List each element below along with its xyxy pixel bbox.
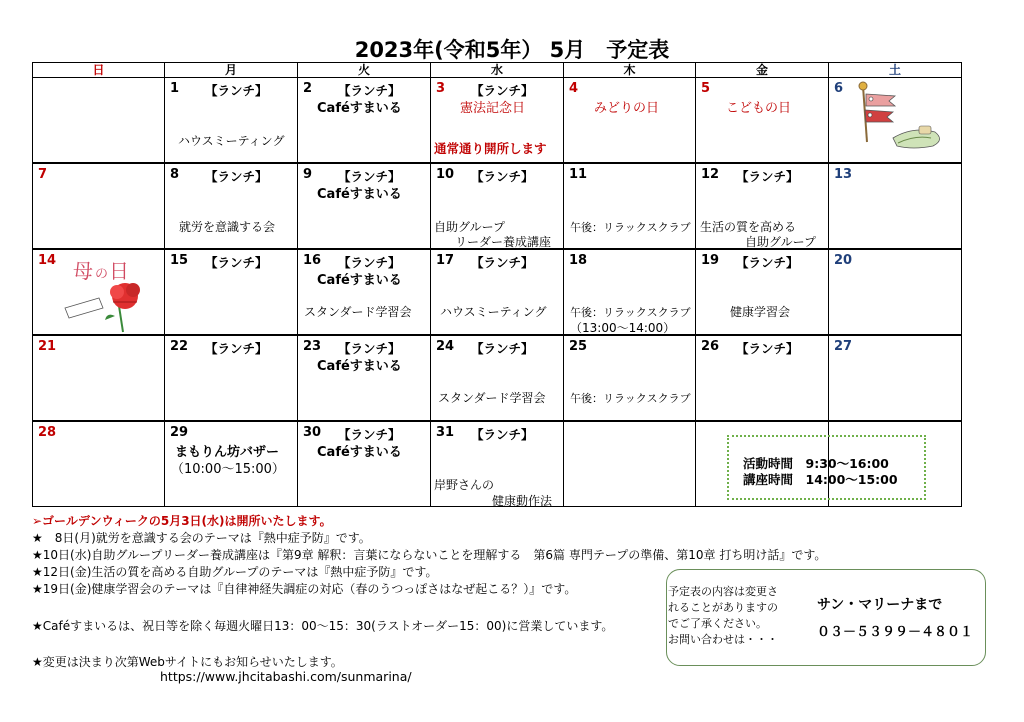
contact-text: 予定表の内容は変更さ: [668, 585, 778, 598]
contact-name: サン・マリーナまで: [817, 597, 943, 613]
event-text: 午後：リラックスクラブ: [570, 306, 691, 319]
contact-text: お問い合わせは・・・: [668, 633, 778, 646]
day-number: 30: [303, 425, 322, 440]
koinobori-icon: [853, 80, 953, 158]
day-cell: [564, 163, 696, 249]
event-text: 就労を意識する会: [179, 220, 276, 234]
event-text: 健康学習会: [730, 305, 791, 319]
day-cell: [165, 78, 298, 164]
contact-phone: ０３－５３９９－４８０１: [817, 625, 974, 640]
mothers-day-carnation-icon: [57, 254, 157, 334]
note-item: ★12日(金)生活の質を高める自助グループのテーマは『熱中症予防』です。: [32, 565, 438, 579]
day-number: 15: [170, 253, 189, 268]
lunch-label: 【ランチ】: [338, 255, 401, 270]
day-number: 22: [170, 339, 189, 354]
day-number: 9: [303, 167, 313, 182]
weekday-wed: 水: [431, 63, 564, 78]
day-number: 11: [569, 167, 588, 182]
day-cell: [165, 163, 298, 249]
day-number: 28: [38, 425, 57, 440]
lunch-label: 【ランチ】: [471, 255, 534, 270]
event-text: 生活の質を高める: [700, 220, 797, 234]
event-text: 午後：リラックスクラブ: [570, 221, 691, 234]
day-cell: [431, 163, 564, 249]
day-number: 26: [701, 339, 720, 354]
event-text: スタンダード学習会: [438, 391, 546, 405]
day-number: 16: [303, 253, 322, 268]
day-cell: [829, 163, 962, 249]
lunch-label: 【ランチ】: [736, 255, 799, 270]
event-text: 健康動作法: [492, 494, 553, 508]
day-cell: [564, 249, 696, 335]
day-cell: [298, 163, 431, 249]
lunch-label: 【ランチ】: [338, 341, 401, 356]
cafe-label: Caféすまいる: [317, 101, 402, 116]
day-number: 2: [303, 81, 313, 96]
event-text: スタンダード学習会: [304, 305, 412, 319]
note-item: ★10日(水)自助グループリーダー養成講座は『第9章 解釈：言葉にならないことを理解する 第6篇 専門テープの準備、第10章 打ち明け話』です。: [32, 548, 827, 562]
holiday-name: 憲法記念日: [460, 101, 526, 116]
day-cell: [431, 335, 564, 421]
event-text: 自助グループ: [434, 220, 506, 234]
contact-text: でご了承ください。: [668, 617, 767, 630]
cafe-label: Caféすまいる: [317, 445, 402, 460]
lunch-label: 【ランチ】: [736, 169, 799, 184]
lunch-label: 【ランチ】: [471, 83, 534, 98]
svg-text:日: 日: [109, 259, 129, 283]
day-cell: [696, 249, 829, 335]
website-url[interactable]: https://www.jhcitabashi.com/sunmarina/: [160, 669, 412, 684]
day-cell: [165, 335, 298, 421]
svg-text:の: の: [95, 267, 109, 282]
weekday-fri: 金: [696, 63, 829, 78]
day-number: 12: [701, 167, 720, 182]
day-number: 19: [701, 253, 720, 268]
lunch-label: 【ランチ】: [338, 169, 401, 184]
day-number: 5: [701, 81, 711, 96]
day-number: 21: [38, 339, 57, 354]
day-number: 14: [38, 253, 57, 268]
day-number: 6: [834, 81, 844, 96]
day-number: 10: [436, 167, 455, 182]
event-text: ハウスミーティング: [178, 134, 285, 148]
contact-box: [666, 569, 986, 666]
day-cell: [298, 421, 431, 507]
day-number: 27: [834, 339, 853, 354]
day-cell: [829, 78, 962, 164]
lunch-label: 【ランチ】: [338, 427, 401, 442]
week-row: [33, 78, 962, 164]
day-cell: [564, 78, 696, 164]
day-cell-empty: [564, 421, 696, 507]
day-cell: [33, 335, 165, 421]
weekday-sun: 日: [33, 63, 165, 78]
day-number: 8: [170, 167, 180, 182]
weekday-header-row: [33, 63, 962, 78]
note-website: ★変更は決まり次第Webサイトにもお知らせいたします。: [32, 655, 343, 669]
holiday-name: こどもの日: [726, 101, 792, 116]
day-cell: [431, 421, 564, 507]
lunch-label: 【ランチ】: [205, 83, 268, 98]
activity-hours: 活動時間 9:30～16:00: [743, 456, 889, 471]
event-text: ハウスミーティング: [440, 305, 547, 319]
day-cell-empty: [33, 78, 165, 164]
day-number: 24: [436, 339, 455, 354]
open-note: 通常通り開所します: [434, 141, 547, 156]
day-number: 7: [38, 167, 48, 182]
lunch-label: 【ランチ】: [338, 83, 401, 98]
weekday-sat: 土: [829, 63, 962, 78]
day-cell: [33, 249, 165, 335]
day-number: 23: [303, 339, 322, 354]
day-cell: [33, 163, 165, 249]
day-number: 18: [569, 253, 588, 268]
day-cell: [33, 421, 165, 507]
day-cell: [298, 249, 431, 335]
note-item: ★ 8日(月)就労を意識する会のテーマは『熱中症予防』です。: [32, 531, 371, 545]
day-number: 4: [569, 81, 579, 96]
holiday-name: みどりの日: [594, 101, 660, 116]
day-number: 17: [436, 253, 455, 268]
day-number: 29: [170, 425, 189, 440]
lunch-label: 【ランチ】: [471, 341, 534, 356]
week-row: [33, 163, 962, 249]
day-cell: [564, 335, 696, 421]
cafe-label: Caféすまいる: [317, 187, 402, 202]
lunch-label: 【ランチ】: [205, 169, 268, 184]
event-text: 岸野さんの: [434, 478, 495, 492]
lecture-hours: 講座時間 14:00～15:00: [743, 472, 898, 487]
weekday-tue: 火: [298, 63, 431, 78]
event-text: まもりん坊バザー: [175, 445, 280, 460]
day-cell: [696, 163, 829, 249]
event-time: （10:00～15:00）: [171, 462, 285, 477]
day-cell: [431, 249, 564, 335]
note-cafe-hours: ★Caféすまいるは、祝日等を除く毎週火曜日13：00～15：30(ラストオーダー15：00)に営業しています。: [32, 619, 614, 633]
day-cell: [431, 78, 564, 164]
lunch-label: 【ランチ】: [471, 169, 534, 184]
note-golden-week: ➢ゴールデンウィークの5月3日(水)は開所いたします。: [32, 514, 332, 528]
day-number: 31: [436, 425, 455, 440]
weekday-mon: 月: [165, 63, 298, 78]
day-number: 20: [834, 253, 853, 268]
lunch-label: 【ランチ】: [736, 341, 799, 356]
cafe-label: Caféすまいる: [317, 273, 402, 288]
day-number: 3: [436, 81, 446, 96]
week-row: [33, 249, 962, 335]
activity-hours-box: [727, 435, 926, 500]
note-item: ★19日(金)健康学習会のテーマは『自律神経失調症の対応（春のうつっぽさはなぜ起こる？）』です。: [32, 582, 577, 596]
lunch-label: 【ランチ】: [471, 427, 534, 442]
day-cell: [165, 249, 298, 335]
svg-text:母: 母: [73, 259, 93, 283]
page-title: 2023年(令和5年） 5月 予定表: [354, 38, 670, 62]
week-row: [33, 335, 962, 421]
weekday-thu: 木: [564, 63, 696, 78]
event-text: 自助グループ: [745, 235, 817, 249]
lunch-label: 【ランチ】: [205, 341, 268, 356]
day-cell: [696, 78, 829, 164]
day-number: 25: [569, 339, 588, 354]
day-cell: [298, 78, 431, 164]
lunch-label: 【ランチ】: [205, 255, 268, 270]
day-cell: [298, 335, 431, 421]
day-number: 1: [170, 81, 180, 96]
day-cell: [696, 335, 829, 421]
event-text: 午後：リラックスクラブ: [570, 392, 691, 405]
day-cell: [165, 421, 298, 507]
day-cell: [829, 335, 962, 421]
contact-text: れることがありますの: [668, 601, 778, 614]
day-number: 13: [834, 167, 853, 182]
event-text: リーダー養成講座: [455, 235, 552, 249]
day-cell: [829, 249, 962, 335]
cafe-label: Caféすまいる: [317, 359, 402, 374]
event-text: （13:00～14:00）: [570, 321, 676, 335]
